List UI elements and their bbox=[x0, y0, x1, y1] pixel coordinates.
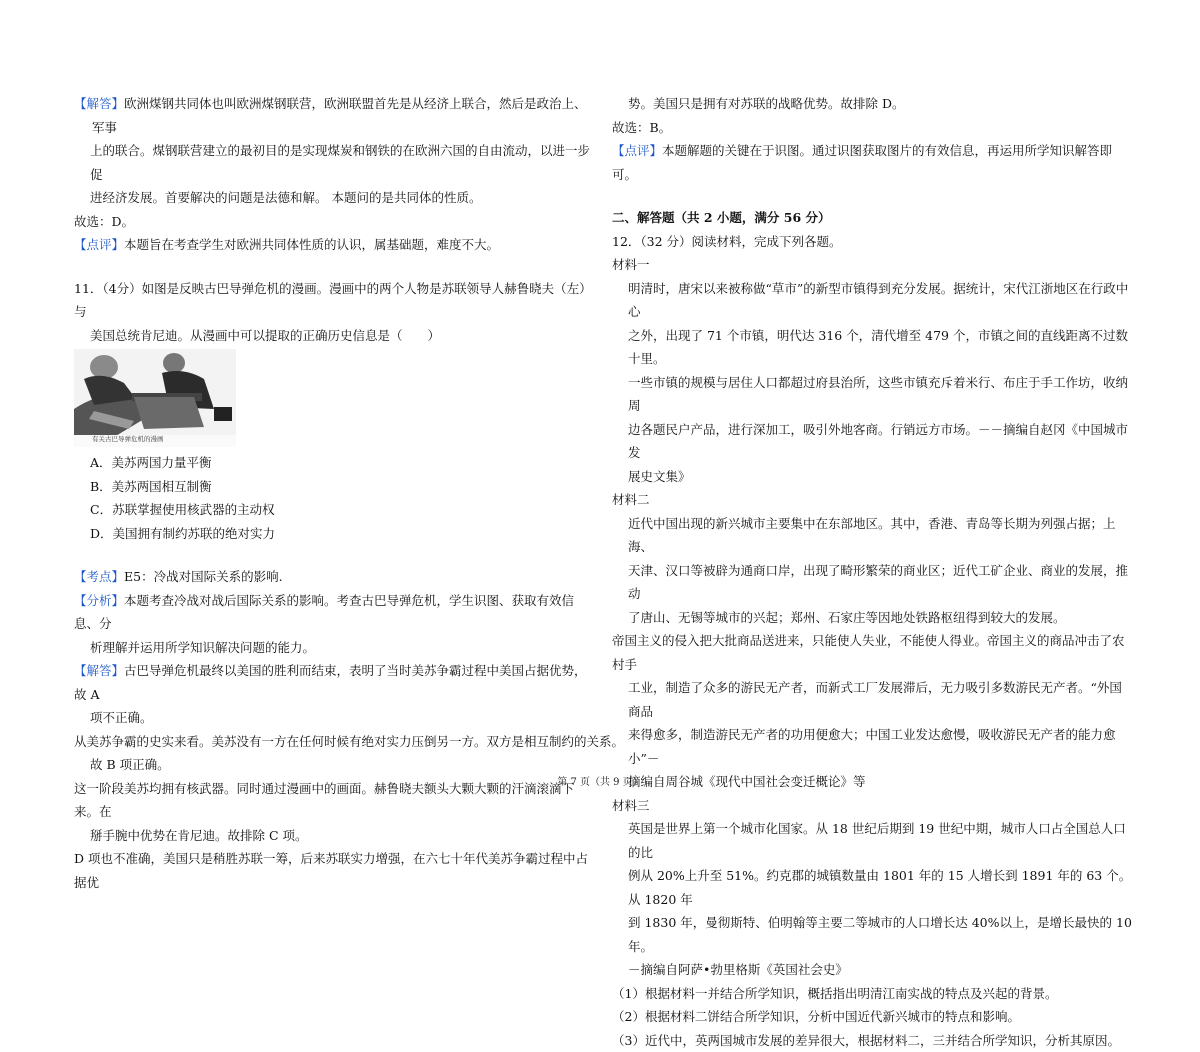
material-2-line: 摘编自周谷城《现代中国社会变迁概论》等 bbox=[612, 770, 1132, 794]
page-footer: 第 7 页（共 9 页） bbox=[0, 773, 1200, 788]
answer-tag: 【解答】 bbox=[74, 663, 124, 678]
q11-analysis-line: 析理解并运用所学知识解决问题的能力。 bbox=[74, 636, 594, 660]
q11-answer-line: 掰手腕中优势在肯尼迪。故排除 C 项。 bbox=[74, 824, 594, 848]
question-1: （1）根据材料一并结合所学知识，概括指出明清江南实战的特点及兴起的背景。 bbox=[612, 982, 1132, 1006]
material-1-line: 展史文集》 bbox=[612, 465, 1132, 489]
right-column bbox=[612, 92, 1132, 1052]
material-1-line: 之外，出现了 71 个市镇，明代达 316 个，清代增至 479 个，市镇之间的直线距离不过数十里。 bbox=[612, 324, 1132, 371]
cartoon-illustration bbox=[74, 349, 236, 447]
comment-tag: 【点评】 bbox=[612, 143, 662, 158]
q12-stem: 12．（32 分）阅读材料，完成下列各题。 bbox=[612, 230, 1132, 254]
q11-answer-line: 故 B 项正确。 bbox=[74, 753, 594, 777]
q10-answer-line: 上的联合。煤钢联营建立的最初目的是实现煤炭和钢铁的在欧洲六国的自由流动，以进一步促 bbox=[74, 139, 594, 186]
cartoon-caption: 有关古巴导弹危机的漫画 bbox=[92, 434, 164, 443]
material-3-line: 到 1830 年，曼彻斯特、伯明翰等主要二等城市的人口增长达 40%以上，是增长最快的 10 年。 bbox=[612, 911, 1132, 958]
option-b: B．美苏两国相互制衡 bbox=[74, 475, 594, 499]
material-3-title: 材料三 bbox=[612, 794, 1132, 818]
q11-point: 【考点】E5：冷战对国际关系的影响. bbox=[74, 565, 594, 589]
q10-choice: 故选：D。 bbox=[74, 210, 594, 234]
q11-stem: 11．（4分）如图是反映古巴导弹危机的漫画。漫画中的两个人物是苏联领导人赫鲁晓夫（左）与 bbox=[74, 277, 594, 324]
material-1-line: 明清时，唐宋以来被称做“草市”的新型市镇得到充分发展。据统计，宋代江浙地区在行政中心 bbox=[612, 277, 1132, 324]
q11-answer-line: 从美苏争霸的史实来看。美苏没有一方在任何时候有绝对实力压倒另一方。双方是相互制约的关系。 bbox=[74, 730, 594, 754]
q11-answer-line: 这一阶段美苏均拥有核武器。同时通过漫画中的画面。赫鲁晓夫额头大颗大颗的汗滴滚滴下来。在 bbox=[74, 777, 594, 824]
material-2-line: 工业，制造了众多的游民无产者，而新式工厂发展滞后，无力吸引多数游民无产者。“外国商品 bbox=[612, 676, 1132, 723]
q10-comment: 【点评】本题旨在考查学生对欧洲共同体性质的认识，属基础题，难度不大。 bbox=[74, 233, 594, 257]
option-d: D．美国拥有制约苏联的绝对实力 bbox=[74, 522, 594, 546]
q11-choice: 故选：B。 bbox=[612, 116, 1132, 140]
q11-answer-line: D 项也不准确，美国只是稍胜苏联一筹，后来苏联实力增强，在六七十年代美苏争霸过程中占据优 bbox=[74, 847, 594, 894]
answer-tag: 【解答】 bbox=[74, 96, 124, 111]
material-1-line: 边各题民户产品，进行深加工，吸引外地客商。行销远方市场。－－摘编自赵冈《中国城市发 bbox=[612, 418, 1132, 465]
material-2-title: 材料二 bbox=[612, 488, 1132, 512]
material-2-line: 帝国主义的侵入把大批商品送进来，只能使人失业，不能使人得业。帝国主义的商品冲击了农村手 bbox=[612, 629, 1132, 676]
q11-answer-line: 项不正确。 bbox=[74, 706, 594, 730]
q11-analysis: 【分析】本题考查冷战对战后国际关系的影响。考查古巴导弹危机，学生识图、获取有效信息、分 bbox=[74, 589, 594, 636]
material-2-line: 近代中国出现的新兴城市主要集中在东部地区。其中，香港、青岛等长期为列强占据；上海、 bbox=[612, 512, 1132, 559]
material-3-line: 例从 20%上升至 51%。约克郡的城镇数量由 1801 年的 15 人增长到 1891 年的 63 个。从 1820 年 bbox=[612, 864, 1132, 911]
q11-stem-line: 美国总统肯尼迪。从漫画中可以提取的正确历史信息是（ ） bbox=[74, 324, 594, 348]
analysis-tag: 【分析】 bbox=[74, 593, 124, 608]
section-heading: 二、解答题（共 2 小题，满分 56 分） bbox=[612, 206, 1132, 230]
q10-answer: 【解答】欧洲煤钢共同体也叫欧洲煤钢联营，欧洲联盟首先是从经济上联合，然后是政治上、军事 bbox=[74, 92, 594, 139]
q11-answer: 【解答】古巴导弹危机最终以美国的胜利而结束，表明了当时美苏争霸过程中美国占据优势，故 A bbox=[74, 659, 594, 706]
question-2: （2）根据材料二饼结合所学知识，分析中国近代新兴城市的特点和影响。 bbox=[612, 1005, 1132, 1029]
q11-answer-cont: 势。美国只是拥有对苏联的战略优势。故排除 D。 bbox=[612, 92, 1132, 116]
q11-comment: 【点评】本题解题的关键在于识图。通过识图获取图片的有效信息，再运用所学知识解答即可。 bbox=[612, 139, 1132, 186]
material-3-line: 英国是世界上第一个城市化国家。从 18 世纪后期到 19 世纪中期，城市人口占全国总人口的比 bbox=[612, 817, 1132, 864]
question-3: （3）近代中，英两国城市发展的差异很大，根据材料二，三并结合所学知识，分析其原因。 bbox=[612, 1029, 1132, 1052]
material-2-line: 来得愈多，制造游民无产者的功用便愈大；中国工业发达愈慢，吸收游民无产者的能力愈小”－ bbox=[612, 723, 1132, 770]
q10-answer-line: 进经济发展。首要解决的问题是法德和解。 本题问的是共同体的性质。 bbox=[74, 186, 594, 210]
material-1-line: 一些市镇的规模与居住人口都超过府县治所，这些市镇充斥着米行、布庄于手工作坊，收纳周 bbox=[612, 371, 1132, 418]
point-tag: 【考点】 bbox=[74, 569, 124, 584]
cartoon-image bbox=[74, 349, 236, 447]
material-2-line: 天津、汉口等被辟为通商口岸，出现了畸形繁荣的商业区；近代工矿企业、商业的发展，推动 bbox=[612, 559, 1132, 606]
comment-tag: 【点评】 bbox=[74, 237, 124, 252]
option-c: C．苏联掌握使用核武器的主动权 bbox=[74, 498, 594, 522]
material-2-line: 了唐山、无锡等城市的兴起；郑州、石家庄等因地处铁路枢纽得到较大的发展。 bbox=[612, 606, 1132, 630]
option-a: A．美苏两国力量平衡 bbox=[74, 451, 594, 475]
material-3-line: －摘编自阿萨•勃里格斯《英国社会史》 bbox=[612, 958, 1132, 982]
q11-options bbox=[74, 451, 594, 545]
material-1-title: 材料一 bbox=[612, 253, 1132, 277]
